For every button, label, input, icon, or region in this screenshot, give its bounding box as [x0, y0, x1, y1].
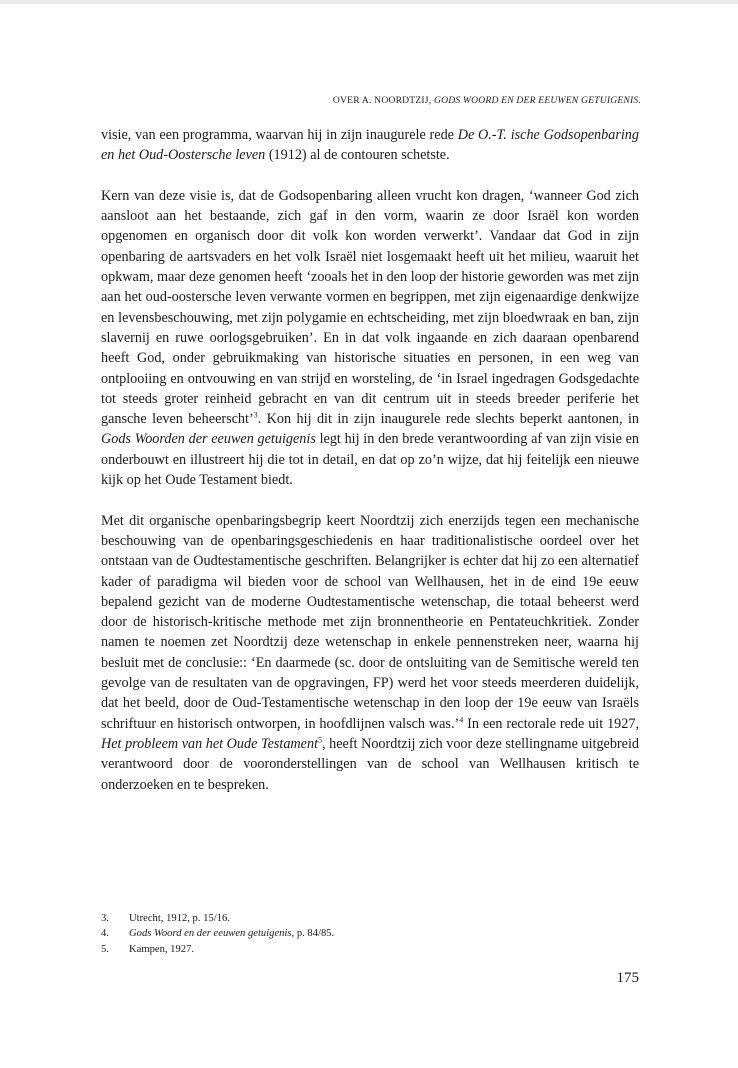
footnote-item [101, 911, 639, 926]
footnote-number: 4. [101, 928, 109, 940]
paragraph-1-text-a: visie, van een programma, waarvan hij in zijn inaugurele rede [101, 127, 458, 143]
paragraph-3-title-italic: Het probleem van het Oude Testament [101, 735, 319, 752]
footnote-text: Utrecht, 1912, p. 15/16. [129, 913, 230, 924]
footnote-item [101, 942, 639, 957]
footnote-item [101, 926, 639, 941]
paragraph-1 [101, 125, 639, 166]
paragraph-2-text-b: . Kon hij dit in zijn inaugurele rede slechts beperkt aantonen, in [257, 411, 639, 428]
footnote-number: 3. [101, 913, 109, 924]
footnote-ref-5: 5 [318, 735, 323, 745]
footnote-ref-3: 3 [253, 410, 258, 420]
footnote-text: Kampen, 1927. [129, 943, 195, 955]
paragraph-2-text-a: Kern van deze visie is, dat de Godsopenbaring alleen vrucht kon dragen, ‘wanneer God zich aansloot aan het bestaande, zich gaf in den vorm, waarin ze door Israël kon worden opgenomen en organisch door dit volk kon worden verwerkt’. Vandaar dat God in zijn openbaring de aartsvaders en het volk Israël niet losgemaakt heeft uit het milieu, waaruit het opkwam, maar deze genomen heeft ‘zooals het in den loop der historie geworden was met zijn aan het oud-oostersche leven verwante vormen en begrippen, met zijn eigenaardige denkwijze en levensbeschouwing, met zijn polygamie en echtscheiding, met zijn bloedwraak en ban, zijn slavernij en ruwe oorlogsgebruiken’. En in dat volk ingaande en zich daaraan openbarend heeft God, onder gebruikmaking van historische situaties en personen, in een weg van ontplooiing en ontvouwing en van strijd en worsteling, de ‘in Israel ingedragen Godsgedachte tot steeds groter reinheid gebracht en van dit centrum uit in steeds breeder periferie het gansche leven beheerscht’ [101, 187, 639, 428]
paragraph-2 [101, 186, 639, 490]
footnote-text: , p. 84/85. [291, 928, 335, 940]
paragraph-3-text-a: Met dit organische openbaringsbegrip keert Noordtzij zich enerzijds tegen een mechanische beschouwing van de openbaringsgeschiedenis en haar traditionalistische oordeel over het ontstaan van de Oudtestamentische geschriften. Belangrijker is echter dat hij zo een alternatief kader of paradigma wil bieden voor de school van Wellhausen, het in de eind 19e eeuw bepalend gezicht van de moderne Oudtestamentische wetenschap, die totaal beheerst werd door de historisch-kritische methode met zijn bronnentheorie en Pentateuchkritiek. Zonder namen te noemen zet Noordtzij deze wetenschap in enkele pennenstreken neer, waarna hij besluit met de conclusie:: ‘En daarmede (sc. door de ontsluiting van de Semitische wereld ten gevolge van de resultaten van de opgravingen, FP) werd het voor steeds meerderen duidelijk, dat het beeld, door de Oud-Testamentische wetenschap in den loop der 19e eeuw van Israëls schriftuur en historisch ontworpen, in hoofdlijnen valsch was.’ [101, 512, 639, 732]
body-text [101, 125, 639, 795]
footnote-ref-4: 4 [459, 714, 464, 724]
running-head-author: OVER A. NOORDTZIJ, [332, 95, 434, 106]
paragraph-2-text-d: legt hij in den brede verantwoording af van zijn visie en onderbouwt en illustreert hij die tot in detail, en dat op zo’n wijze, dat hij feitelijk een nieuwe kijk op het Oude Testament biedt. [101, 431, 639, 489]
paragraph-1-text-c: (1912) al de contouren schetste. [265, 147, 450, 164]
page-top-edge [0, 0, 738, 4]
footnote-number: 5. [101, 943, 109, 955]
running-head-title: GODS WOORD EN DER EEUWEN GETUIGENIS. [433, 95, 641, 106]
paragraph-3 [101, 511, 639, 795]
page-number: 175 [616, 970, 639, 986]
paragraph-3-text-b: In een rectorale rede uit 1927, [463, 715, 640, 732]
paragraph-1-title-italic: De O.-T. ische Godsopenbaring en het Oud-Oostersche leven [101, 127, 639, 164]
paragraph-2-title-italic: Gods Woorden der eeuwen getuigenis [101, 431, 316, 448]
paragraph-3-text-d: , heeft Noordtzij zich voor deze stellingname uitgebreid verantwoord door de vooronderstellingen van de school van Wellhausen kritisch te onderzoeken en te bespreken. [101, 735, 639, 793]
footnote-title-italic: Gods Woord en der eeuwen getuigenis [129, 928, 292, 940]
footnotes [101, 911, 639, 957]
running-head [333, 95, 641, 106]
